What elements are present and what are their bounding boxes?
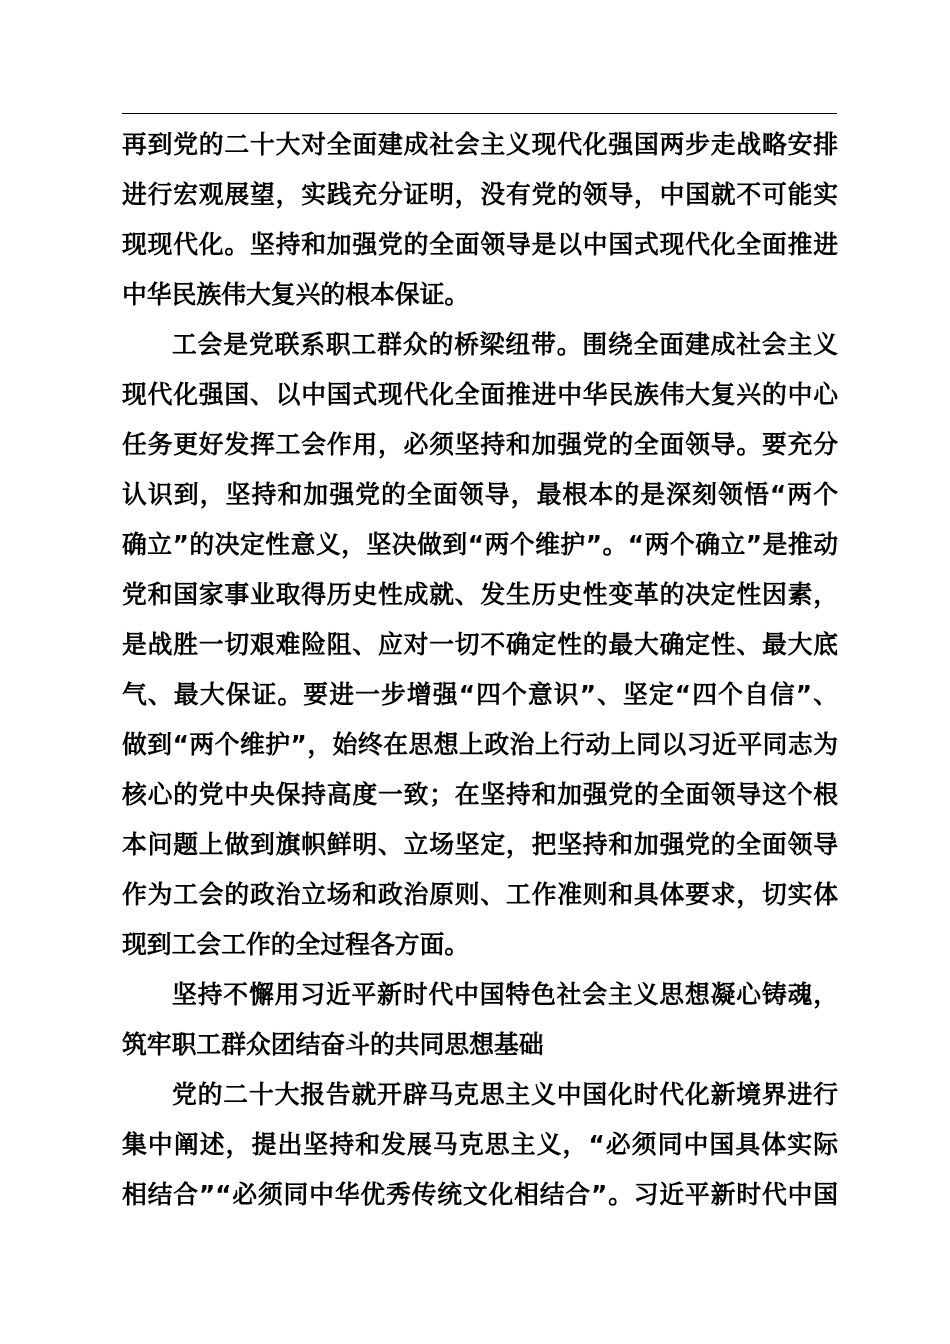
text-line: 气、最大保证。要进一步增强“四个意识”、坚定“四个自信”、	[122, 680, 838, 709]
section-heading-line: 坚持不懈用习近平新时代中国特色社会主义思想凝心铸魂，	[172, 980, 838, 1009]
text-line: 党和国家事业取得历史性成就、发生历史性变革的决定性因素，	[122, 580, 838, 609]
text-line: 相结合”“必须同中华优秀传统文化相结合”。习近平新时代中国	[122, 1180, 838, 1209]
text-line: 任务更好发挥工会作用，必须坚持和加强党的全面领导。要充分	[122, 430, 838, 459]
text-line: 是战胜一切艰难险阻、应对一切不确定性的最大确定性、最大底	[122, 630, 838, 659]
text-line: 作为工会的政治立场和政治原则、工作准则和具体要求，切实体	[122, 880, 838, 909]
text-line: 确立”的决定性意义，坚决做到“两个维护”。“两个确立”是推动	[122, 530, 838, 559]
text-line: 工会是党联系职工群众的桥梁纽带。围绕全面建成社会主义	[172, 330, 838, 359]
text-line: 做到“两个维护”，始终在思想上政治上行动上同以习近平同志为	[122, 730, 838, 759]
text-line: 中华民族伟大复兴的根本保证。	[122, 280, 470, 309]
text-line: 认识到，坚持和加强党的全面领导，最根本的是深刻领悟“两个	[122, 480, 838, 509]
text-line: 现代化强国、以中国式现代化全面推进中华民族伟大复兴的中心	[122, 380, 838, 409]
text-line: 核心的党中央保持高度一致；在坚持和加强党的全面领导这个根	[122, 780, 838, 809]
text-line: 本问题上做到旗帜鲜明、立场坚定，把坚持和加强党的全面领导	[122, 830, 838, 859]
text-line: 党的二十大报告就开辟马克思主义中国化时代化新境界进行	[172, 1080, 838, 1109]
section-heading-line: 筑牢职工群众团结奋斗的共同思想基础	[122, 1030, 544, 1059]
text-line: 现现代化。坚持和加强党的全面领导是以中国式现代化全面推进	[122, 230, 838, 259]
text-line: 进行宏观展望，实践充分证明，没有党的领导，中国就不可能实	[122, 180, 838, 209]
text-line: 再到党的二十大对全面建成社会主义现代化强国两步走战略安排	[122, 130, 838, 159]
text-line: 现到工会工作的全过程各方面。	[122, 930, 470, 959]
text-line: 集中阐述，提出坚持和发展马克思主义，“必须同中国具体实际	[122, 1130, 838, 1159]
header-rule	[122, 113, 837, 114]
